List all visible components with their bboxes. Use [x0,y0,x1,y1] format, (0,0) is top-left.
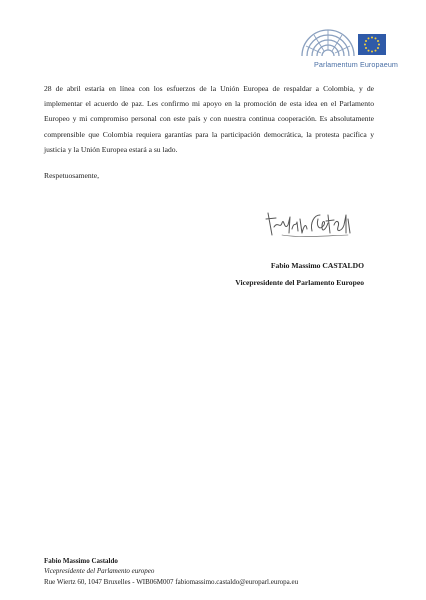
european-parliament-logo [294,22,404,68]
footer [44,556,298,587]
footer-name: Fabio Massimo Castaldo [44,557,118,565]
signer-title: Vicepresidente del Parlamento Europeo [235,278,364,287]
signer-name: Fabio Massimo CASTALDO [270,261,364,270]
handwritten-signature-icon [262,205,357,241]
logo-text: Parlamentum Europaeum [314,60,398,69]
letter-body: 28 de abril estaría en línea con los esfuerzos de la Unión Europea de respaldar a Colombia, y de implementar el acuerdo de paz. Les confirmo mi apoyo en la promoción de esta idea en el Parlamento Europeo y mi compromiso personal con este país y con nuestra continua cooperación. Es absolutamente comprensible que Colombia requiera garantías para la participación democrática, la protesta pacífica y justicia y la Unión Europea estará a su lado. [44,84,374,154]
hemicycle-flag-icon [294,22,404,62]
salutation: Respetuosamente, [44,171,100,180]
footer-role: Vicepresidente del Parlamento europeo [44,567,155,576]
footer-address: Rue Wiertz 60, 1047 Bruxelles - WIB06M007 fabiomassimo.castaldo@europarl.europa.eu [44,577,299,586]
